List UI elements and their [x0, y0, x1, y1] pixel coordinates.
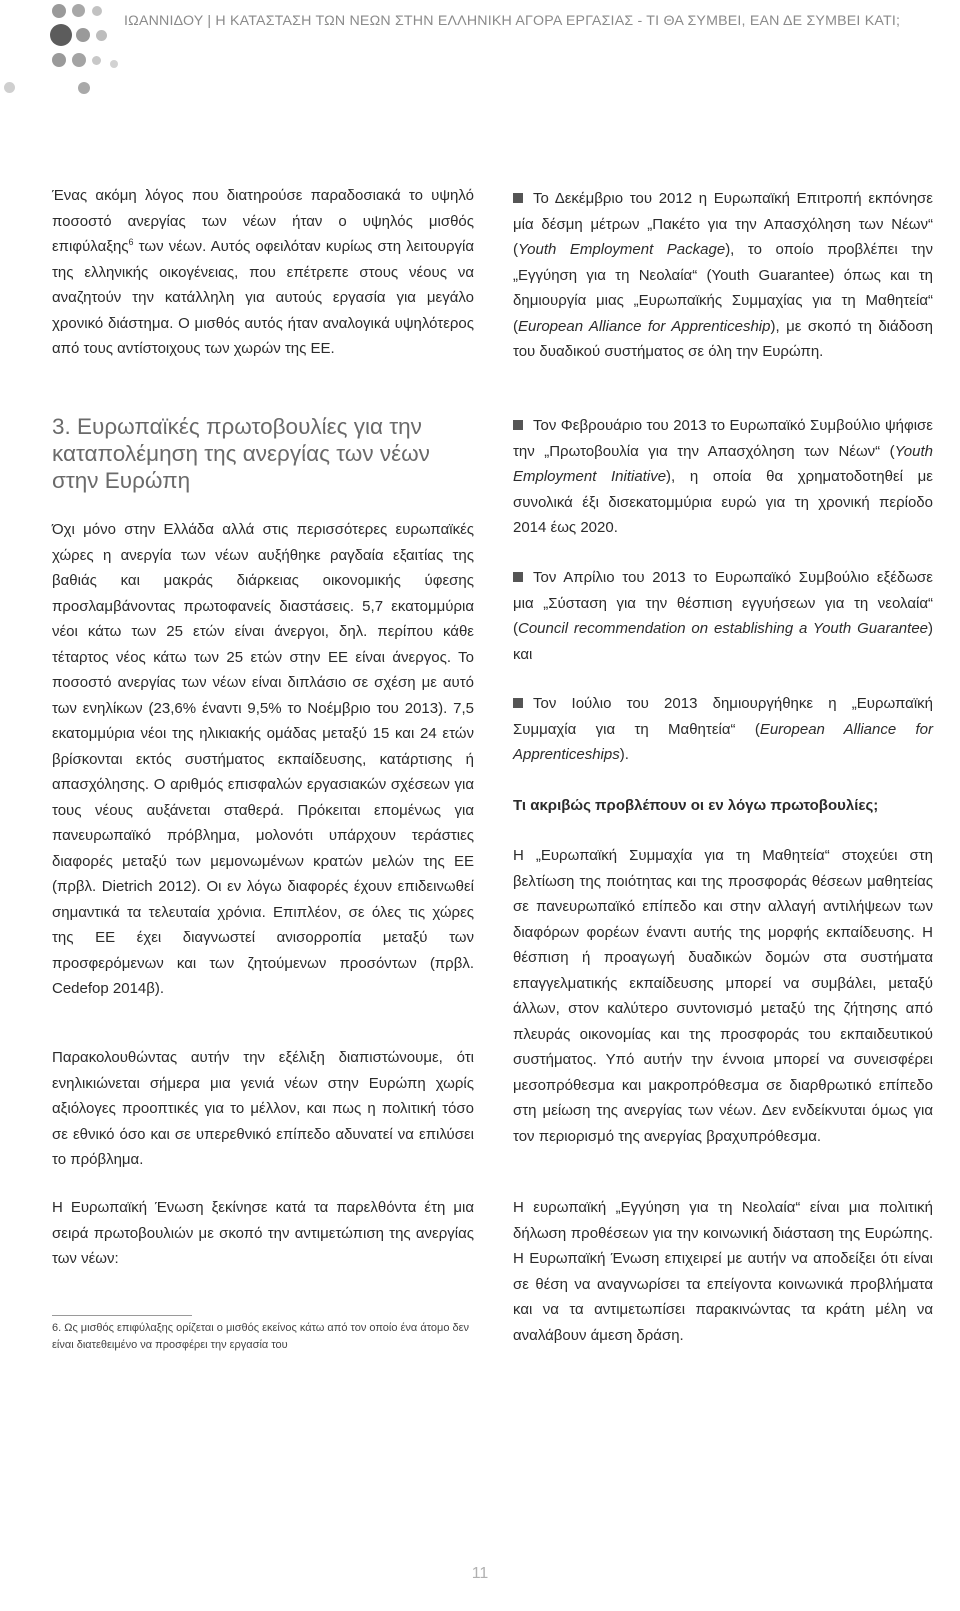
header-dot-ornament	[0, 0, 120, 100]
bullet-square-icon	[513, 420, 523, 430]
page-number: 11	[471, 1565, 489, 1582]
bullet-youth-employment-package: Το Δεκέμβριο του 2012 η Ευρωπαϊκή Επιτροπή εκπόνησε μία δέσμη μέτρων „Πακέτο για την Απασχόληση των Νέων“ (Youth Employment Package), το οποίο προβλέπει την „Εγγύηση για τη Νεολαία“ (Youth Guarantee) όπως και τη δημιουργία μιας „Ευρωπαϊκής Συμμαχίας για τη Μαθητεία“ (European Alliance for Apprenticeship), με σκοπό τη διάδοση του δυαδικού συστήματος σε όλη την Ευρώπη.	[513, 190, 933, 360]
paragraph-youth-unemployment-europe: Όχι μόνο στην Ελλάδα αλλά στις περισσότερες ευρωπαϊκές χώρες η ανεργία των νέων αυξήθηκε ραγδαία εξαιτίας της βαθιάς και μακράς διάρκειας οικονομικής ύφεσης προσλαμβάνοντας πρωτοφανείς διαστάσεις. 5,7 εκατομμύρια νέοι κάτω των 25 ετών είναι άνεργοι, δηλ. περίπου κάθε τέταρτος νέος κάτω των 25 ετών στην ΕΕ είναι άνεργος. Το ποσοστό ανεργίας των νέων είναι διπλάσιο σε σχέση με αυτό των ενηλίκων (23,6% έναντι 9,5% το Νοέμβριο του 2013). 7,5 εκατομμύρια νέοι της ηλικιακής ομάδας μεταξύ 15 και 24 ετών βρίσκονται εκτός συστήματος εκπαίδευσης, κατάρτισης ή απασχόλησης. Ο αριθμός επισφαλών εργασιακών σχέσεων για τους νέους αυξάνεται σταθερά. Πρόκειται επομένως για πανευρωπαϊκό πρόβλημα, μολονότι υπάρχουν τεράστιες διαφορές μεταξύ των μεμονωμένων κρατών μελών της ΕΕ (πρβλ. Dietrich 2012). Οι εν λόγω διαφορές έχουν επιδεινωθεί σημαντικά τα τελευταία χρόνια. Επιπλέον, σε όλες τις χώρες της ΕΕ έχει διαγνωστεί ανισορροπία μεταξύ των προσφερόμενων και των ζητούμενων προσόντων (πρβλ. Cedefop 2014β).	[52, 521, 474, 997]
paragraph-alliance-apprenticeship: Η „Ευρωπαϊκή Συμμαχία για τη Μαθητεία“ στοχεύει στη βελτίωση της ποιότητας και της προσφοράς θέσεων μαθητείας σε πανευρωπαϊκό επίπεδο και στην αλλαγή αντιλήψεων των διαφόρων φορέων έναντι αυτής της μορφής εκπαίδευσης. Η θέσπιση ή προαγωγή δυαδικών δομών στα συστήματα επαγγελματικής εκπαίδευσης μπορεί να συμβάλει, μεταξύ άλλων, στον καλύτερο συντονισμό μεταξύ της ζήτησης από πλευράς οικονομίας και της προσφοράς του εκπαιδευτικού συστήματος. Υπό αυτήν την έννοια μπορεί να συνεισφέρει μεσοπρόθεσμα και μακροπρόθεσμα σε διαρθρωτικό επίπεδο στη μείωση της ανεργίας των νέων. Δεν ενδείκνυται όμως για τον περιορισμό της ανεργίας βραχυπρόθεσμα.	[513, 847, 933, 1145]
bullet-council-recommendation: Τον Απρίλιο του 2013 το Ευρωπαϊκό Συμβούλιο εξέδωσε μια „Σύσταση για την θέσπιση εγγυήσεων για τη νεολαία“ (Council recommendation on establishing a Youth Guarantee) και	[513, 569, 933, 663]
bullet-square-icon	[513, 193, 523, 203]
footnote-divider	[52, 1315, 192, 1316]
footnote-ref-6[interactable]: 6	[128, 237, 134, 247]
bullet-youth-employment-initiative: Τον Φεβρουάριο του 2013 το Ευρωπαϊκό Συμβούλιο ψήφισε την „Πρωτοβουλία για την Απασχόληση των Νέων“ (Youth Employment Initiative), η οποία θα χρηματοδοτηθεί με συνολικά έξι δισεκατομμύρια ευρώ για τη χρονική περίοδο 2014 έως 2020.	[513, 417, 933, 536]
running-header: ΙΩΑΝΝΙΔΟΥ | Η ΚΑΤΑΣΤΑΣΗ ΤΩΝ ΝΕΩΝ ΣΤΗΝ ΕΛΛΗΝΙΚΗ ΑΓΟΡΑ ΕΡΓΑΣΙΑΣ - ΤΙ ΘΑ ΣΥΜΒΕΙ, ΕΑΝ ΔΕ ΣΥΜΒΕΙ ΚΑΤΙ;	[124, 13, 901, 29]
section-heading-3: 3. Ευρωπαϊκές πρωτοβουλίες για την καταπολέμηση της ανεργίας των νέων στην Ευρώπη	[52, 414, 430, 493]
paragraph-reservation-wage: Ένας ακόμη λόγος που διατηρούσε παραδοσιακά το υψηλό ποσοστό ανεργίας των νέων ήταν ο υψηλός μισθός επιφύλαξης$^6$ των νέων. Αυτός οφειλόταν κυρίως στη λειτουργία της ελληνικής οικογένειας, που επέτρεπε στους νέους να αναζητούν την κατάλληλη για αυτούς εργασία για μεγάλο χρονικό διάστημα. Ο μισθός αυτός ήταν αναλογικά υψηλότερος από τους αντίστοιχους των χωρών της ΕΕ.	[52, 187, 474, 357]
paragraph-eu-initiatives-intro: Η Ευρωπαϊκή Ένωση ξεκίνησε κατά τα παρελθόντα έτη μια σειρά πρωτοβουλιών με σκοπό την αντιμετώπιση της ανεργίας των νέων:	[52, 1199, 474, 1267]
footnote-6: 6. Ως μισθός επιφύλαξης ορίζεται ο μισθός εκείνος κάτω από τον οποίο ένα άτομο δεν είναι διατεθειμένο να προσφέρει την εργασία του	[52, 1322, 470, 1351]
bullet-alliance-apprenticeships: Τον Ιούλιο του 2013 δημιουργήθηκε η „Ευρωπαϊκή Συμμαχία για τη Μαθητεία“ (European Alliance for Apprenticeships).	[513, 695, 933, 763]
bullet-square-icon	[513, 698, 523, 708]
paragraph-generation-without-prospects: Παρακολουθώντας αυτήν την εξέλιξη διαπιστώνουμε, ότι ενηλικιώνεται σήμερα μια γενιά νέων στην Ευρώπη χωρίς αξιόλογες προοπτικές για το μέλλον, και πως η πολιτική τόσο σε εθνικό όσο και σε υπερεθνικό επίπεδο αδυνατεί να επιλύσει το πρόβλημα.	[52, 1049, 474, 1168]
paragraph-youth-guarantee: Η ευρωπαϊκή „Εγγύηση για τη Νεολαία“ είναι μια πολιτική δήλωση προθέσεων για την κοινωνική διάσταση της Ευρώπης. Η Ευρωπαϊκή Ένωση επιχειρεί με αυτήν να αποδείξει ότι είναι σε θέση να αναγνωρίσει τα επείγοντα κοινωνικά προβλήματα και να τα αντιμετωπίσει παρακινώντας τα κράτη μέλη να αναλάβουν άμεση δράση.	[513, 1199, 933, 1344]
bullet-square-icon	[513, 572, 523, 582]
question-heading: Τι ακριβώς προβλέπουν οι εν λόγω πρωτοβουλίες;	[513, 797, 879, 814]
